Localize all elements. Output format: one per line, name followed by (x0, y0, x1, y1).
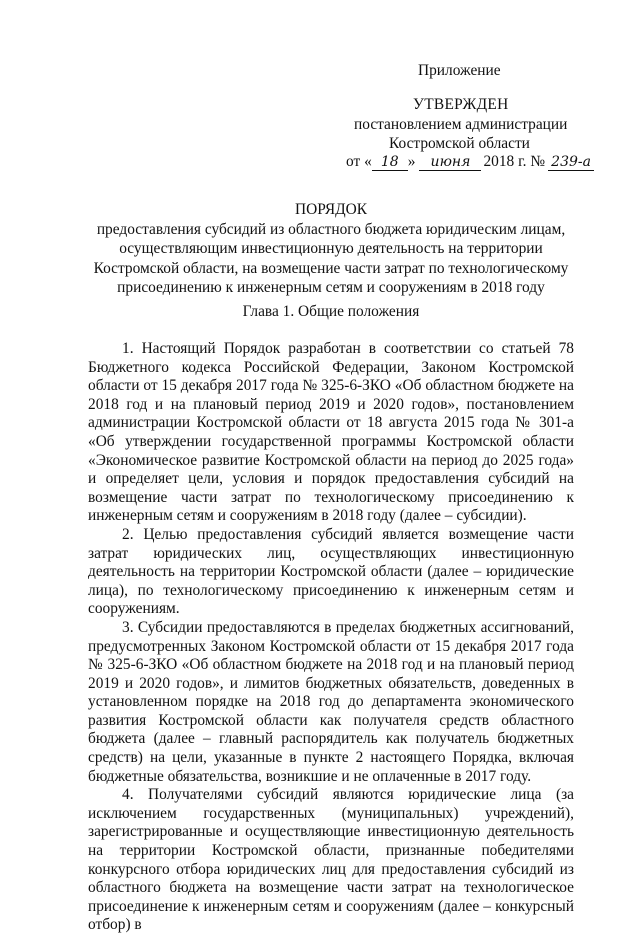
appendix-label: Приложение (418, 62, 501, 79)
paragraph-2: 2. Целью предоставления субсидий является возмещение части затрат юридических лиц, осуществляющих инвестиционную деятельность на территории Костромской области (далее – юридические лица), по технологическому присоединению к инженерным сетям и сооружениям. (88, 525, 574, 618)
approval-date-line (346, 153, 594, 172)
title-line4: присоединению к инженерным сетям и сооружениям в 2018 году (117, 279, 545, 297)
paragraph-3: 3. Субсидии предоставляются в пределах бюджетных ассигнований, предусмотренных Законом Костромской области от 15 декабря 2017 года № 325-6-ЗКО «Об областном бюджете на 2018 год и на плановый период 2019 и 2020 годов», и лимитов бюджетных обязательств, доведенных в установленном порядке на 2018 год до департамента экономического развития Костромской области как получателя средств областного бюджета (далее – главный распорядитель как получатель бюджетных средств) на цели, указанные в пункте 2 настоящего Порядка, включая бюджетные обязательства, возникшие и не оплаченные в 2017 году. (88, 618, 574, 785)
approved-by-line1: постановлением администрации (354, 116, 568, 133)
date-year: 2018 г. № (483, 153, 546, 170)
title-heading: ПОРЯДОК (295, 201, 367, 218)
approved-label: УТВЕРЖДЕН (413, 96, 509, 113)
paragraph-1: 1. Настоящий Порядок разработан в соответствии со статьей 78 Бюджетного кодекса Российской Федерации, Законом Костромской области от 15 декабря 2017 года № 325-6-ЗКО «Об областном бюджете на 2018 год и на плановый период 2019 и 2020 годов», постановлением администрации Костромской области от 18 августа 2015 года № 301-а «Об утверждении государственной программы Костромской области «Экономическое развитие Костромской области на период до 2025 года» и определяет цели, условия и порядок предоставления субсидий на возмещение части затрат по технологическому присоединению к инженерным сетям и сооружениям в 2018 году (далее – субсидии). (88, 340, 574, 525)
doc-number: 239-а (548, 155, 594, 171)
title-line2: осуществляющим инвестиционную деятельность на территории (119, 240, 543, 258)
date-month: июня (419, 155, 481, 171)
document-title (88, 200, 574, 298)
date-prefix: от « (346, 153, 372, 170)
approved-by-line2: Костромской области (389, 135, 530, 152)
title-line3: Костромской области, на возмещение части затрат по технологическому (93, 259, 569, 277)
date-day: 18 (372, 155, 408, 171)
document-body (88, 340, 574, 935)
title-line1: предоставления субсидий из областного бюджета юридическим лицам, (96, 220, 566, 238)
chapter-heading: Глава 1. Общие положения (242, 303, 420, 320)
date-mid: » (407, 153, 416, 170)
paragraph-4: 4. Получателями субсидий являются юридические лица (за исключением государственных (муниципальных) учреждений), зарегистрированные и осуществляющие инвестиционную деятельность на территории Костромской области, признанные победителями конкурсного отбора юридических лиц для предоставления субсидий из областного бюджета на возмещение части затрат на технологическое присоединение к инженерным сетям и сооружениям (далее – конкурсный отбор) в (88, 786, 574, 934)
